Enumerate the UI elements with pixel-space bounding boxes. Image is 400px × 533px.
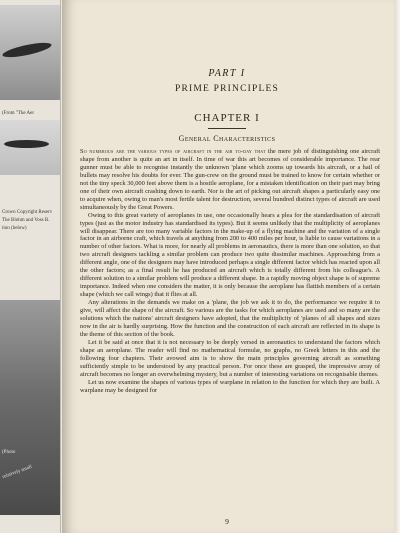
left-caption-4: tion (below) — [2, 226, 27, 231]
paragraph — [80, 379, 380, 395]
paragraph-text: the mere job of distinguishing one aircraft shape from another is quite an art in itself. In time of war this art becomes of considerable importance. The rear gunner must be able to recognise instantly the unknown 'plane which zooms up towards his aircraft, or a hail of bullets may resolve his doubts for ever. The gun-crew on the ground must be trained to know for certain whether or not the tiny speck 30,000 feet above them is a hostile aeroplane, for a mistaken identification on their part may bring one of their own aircraft crashing down to earth. Nor is the art of picking out aircraft shapes a particularly easy one to acquire when, owing to man's most fertile talent for destruction, several hundred distinct types of aircraft are used simultaneously by the Great Powers. — [80, 148, 380, 211]
left-facing-page — [0, 0, 61, 533]
aircraft-photo-middle — [0, 120, 60, 175]
aircraft-photo-bottom — [0, 300, 60, 515]
paragraph-text: Let us now examine the shapes of various types of warplane in relation to the function for which they are built. A warplane may be designed for — [80, 378, 380, 394]
left-caption-2: Crown Copyright Reserv — [2, 210, 53, 215]
paragraph — [80, 212, 380, 299]
right-text-page — [62, 0, 400, 533]
paragraph-text: Let it be said at once that it is not necessary to be deeply versed in aeronautics to understand the factors which shape an aeroplane. The reader will find no mathematical formulæ, no graphs, no Greek letters in this and the following four chapters. Their avowed aim is to show the main principles governing aircraft as something sufficiently simple to be understood by any practical person. For once these are grasped, the impressive array of aircraft becomes no longer an overwhelming mystery, but a number of interesting variations on recognisable themes. — [80, 338, 380, 378]
part-title: PRIME PRINCIPLES — [175, 84, 279, 94]
page-number: 9 — [225, 517, 229, 526]
paragraph — [80, 299, 380, 339]
aircraft-silhouette — [2, 40, 53, 60]
chapter-rule — [208, 128, 246, 129]
left-caption-3: The Blohm and Voss B. — [2, 218, 50, 223]
aircraft-photo-top — [0, 5, 60, 100]
paragraph-lead: So numerous are the various types of aircraft in the air to-day that — [80, 148, 266, 155]
part-label: PART I — [208, 68, 246, 79]
paragraph — [80, 148, 380, 212]
page-edge — [394, 0, 400, 533]
paragraph-text: Any alterations in the demands we make on a 'plane, the job we ask it to do, the performance we require it to give, will affect the shape of the aircraft. So various are the tasks for which aeroplanes are used and so many are the solutions which the nations' aircraft designers have adopted, that the multiplicity of 'planes of all shapes and sizes now in the air is hardly surprising. How the function and the construction of each aircraft are reflected in its shape is the theme of this section of the book. — [80, 299, 380, 338]
paragraph-text: Owing to this great variety of aeroplanes in use, one occasionally hears a plea for the standardisation of aircraft types (just as the motor industry has standardised its types). But it seems unlikely that the multiplicity of aeroplanes will disappear. There are too many variable factors in the make-up of a flying machine and the variation of a single factor in an airborne craft, which travels at anything from 200 to 400 miles per hour, is liable to cause variations in a number of other factors. What is more, for nearly all problems in aeronautics, there is more than one solution, so that two aircraft designers tackling a similar problem can produce two quite dissimilar machines. Approaching from a different angle, one of the designers may have introduced perhaps a single different factor which has reacted upon all the other factors; as a final result he has produced an aircraft which is totally different from his colleague's. A different solution to a similar problem will produce a different shape. In a rapidly moving object shape is of supreme importance. Indeed when one considers the matter, it is only because the aeroplane has flattish members of a certain shape (which we call wings) that it flies at all. — [80, 211, 380, 299]
left-caption-6: relatively small — [1, 464, 33, 481]
aircraft-silhouette — [4, 140, 49, 148]
left-caption-1: (From "The Aer — [2, 111, 35, 116]
section-heading: General Characteristics — [178, 134, 276, 143]
left-caption-5: (Photo — [2, 450, 16, 455]
body-text — [80, 148, 380, 395]
chapter-label: CHAPTER I — [194, 112, 260, 124]
paragraph — [80, 339, 380, 379]
